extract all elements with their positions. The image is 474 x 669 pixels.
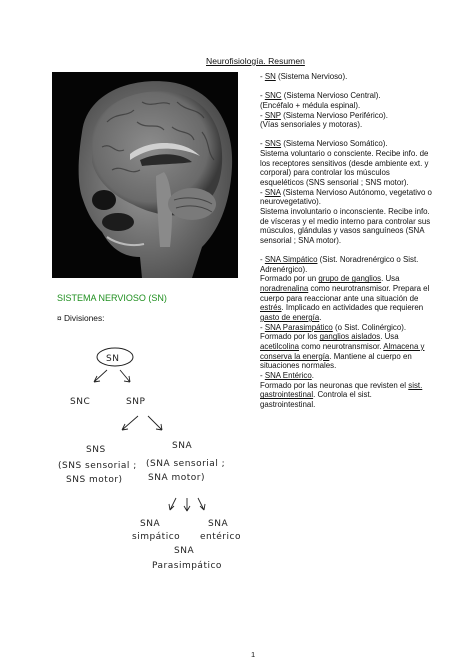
division-tree-sketch [52,340,242,580]
sn-term: SN [264,72,276,81]
simp-text-5: estrés. Implicado en actividades que requieren [260,303,424,313]
sns-text-4: esqueléticos (SNS sensorial ; SNS motor). [260,178,409,188]
sketch-sns: SNS [86,445,106,455]
ent-line: - SNA Entérico. [260,370,314,380]
page-number: 1 [251,650,256,659]
sn-line: - SN (Sistema Nervioso). [260,72,348,81]
para-text-1: Formado por los ganglios aislados. Usa [260,332,399,342]
sketch-para-2: Parasimpático [152,561,222,571]
sns-text-2: los receptores sensitivos (desde ambiente ext. y [260,158,429,168]
para-text-4: situaciones normales. [260,361,337,371]
section-heading: SISTEMA NERVIOSO (SN) [57,293,167,303]
mri-brain-drawing [52,72,238,278]
snc-detail: (Encéfalo + médula espinal). [260,100,361,110]
sketch-para-1: SNA [174,546,195,556]
sna-term: SNA [264,187,281,197]
simp-text-3: noradrenalina como neurotransmisor. Prepara el [260,284,430,294]
simp-line: - SNA Simpático (Sist. Noradrenérgico o Sist. [260,255,419,265]
sna-text-3: de vísceras y el medio interno para controlar sus [260,216,431,226]
para-text-3: conserva la energía. Mantiene al cuerpo en [260,351,412,361]
simp-text-1: Adrenérgico). [260,264,308,274]
sns-text-3: corporal) para controlar los músculos [260,168,390,178]
sketch-sn: SN [106,354,120,364]
sns-text-1: Sistema voluntario o consciente. Recibe info. de [260,149,429,159]
page-title: Neurofisiología. Resumen [206,56,305,66]
sketch-snc: SNC [70,397,91,407]
sketch-simp-2: simpático [132,532,181,542]
sketch-snp: SNP [126,397,146,407]
snp-detail: (Vías sensoriales y motoras). [260,120,363,130]
simp-text-4: cuerpo para reaccionar ante una situación de [260,293,419,303]
sketch-sns-detail-1: (SNS sensorial ; [58,461,137,471]
sna-text-5: sensorial ; SNA motor). [260,235,342,245]
sna-text-1: neurovegetativo). [260,197,321,207]
divisiones-label: ¤ Divisiones: [57,313,105,323]
ent-text-3: gastrointestinal. [260,399,316,409]
para-text-2: acetilcolina como neurotransmisor. Almacena y [260,341,425,351]
ent-text-1: Formado por las neuronas que revisten el sist. [260,380,423,390]
sns-term: SNS [264,139,282,149]
snc-line: - SNC (Sistema Nervioso Central). [260,91,381,101]
simp-text-6: gasto de energía. [260,313,322,323]
sns-line: - SNS (Sistema Nervioso Somático). [260,139,388,149]
sna-text-2: Sistema involuntario o inconsciente. Recibe info. [260,206,430,216]
para-term: SNA Parasimpático [264,322,333,332]
ent-text-2: gastrointestinal. Controla el sist. [260,390,372,400]
mri-brain-image [52,72,238,278]
sketch-ent-2: entérico [200,532,241,542]
snc-term: SNC [264,91,282,101]
para-line: - SNA Parasimpático (o Sist. Colinérgico). [260,322,407,332]
sketch-sna-detail-2: SNA motor) [148,473,205,483]
sketch-sna-detail-1: (SNA sensorial ; [146,459,226,469]
sna-text-4: músculos, glándulas y vasos sanguíneos (SNA [260,226,425,236]
sketch-simp-1: SNA [140,519,161,529]
sketch-sns-detail-2: SNS motor) [66,475,123,485]
sna-line: - SNA (Sistema Nervioso Autónomo, vegetativo o [260,187,432,197]
ent-term: SNA Entérico [264,370,312,380]
summary-column [260,72,460,409]
simp-text-2: Formado por un grupo de ganglios. Usa [260,274,400,284]
snp-term: SNP [264,110,281,120]
sketch-ent-1: SNA [208,519,229,529]
simp-term: SNA Simpático [264,255,318,265]
snp-line: - SNP (Sistema Nervioso Periférico). [260,110,388,120]
sketch-sna: SNA [172,441,193,451]
